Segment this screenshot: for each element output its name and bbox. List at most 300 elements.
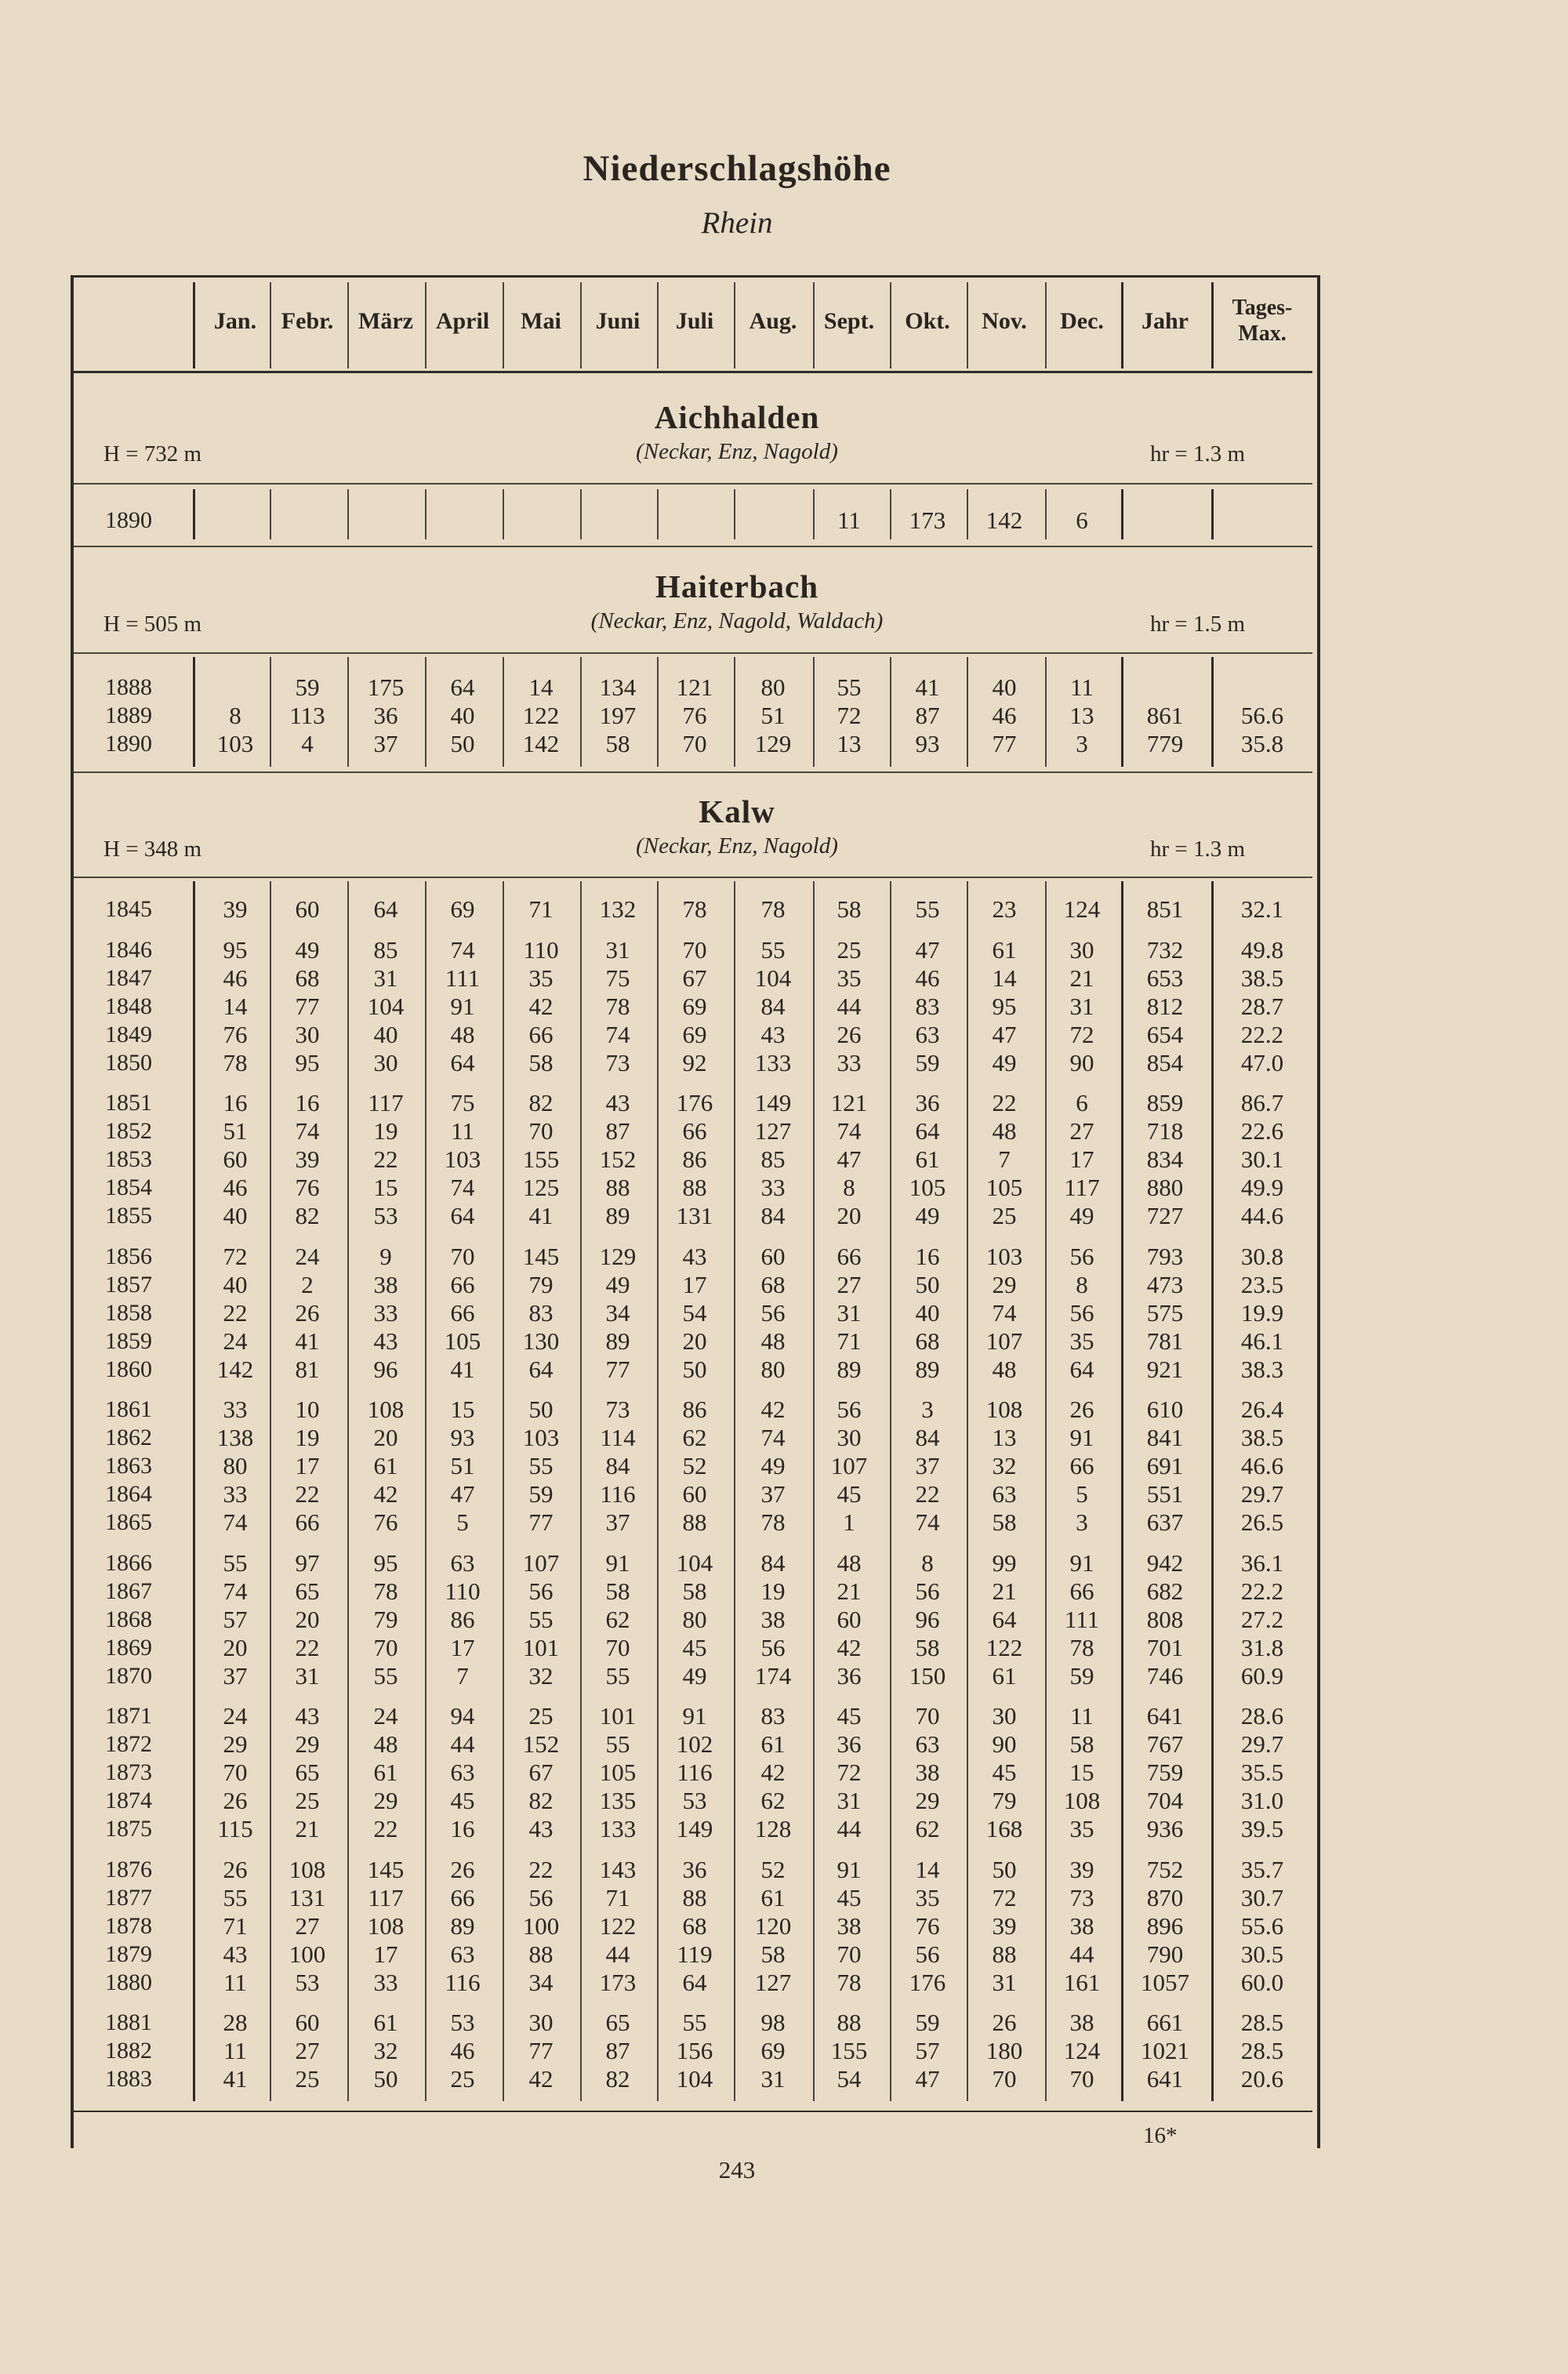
table-cell: 76 xyxy=(223,1020,248,1048)
table-cell: 11 xyxy=(837,506,861,534)
table-cell: 67 xyxy=(528,1759,554,1787)
table-cell: 36 xyxy=(373,702,398,729)
table-cell: 87 xyxy=(915,702,940,729)
header-column-divider xyxy=(193,282,195,368)
table-cell: 40 xyxy=(992,673,1017,701)
table-cell: 78 xyxy=(373,1577,398,1605)
table-cell: 29 xyxy=(992,1270,1017,1298)
table-cell: 20 xyxy=(373,1424,398,1452)
station-bottom-rule xyxy=(74,546,1312,547)
table-cell: 61 xyxy=(915,1145,940,1174)
table-cell: 42 xyxy=(760,1759,786,1787)
table-cell: 176 xyxy=(676,1089,713,1117)
column-divider xyxy=(967,657,968,767)
table-cell: 95 xyxy=(223,935,248,964)
table-cell: 49.8 xyxy=(1240,935,1284,964)
table-cell: 95 xyxy=(992,992,1017,1020)
table-cell: 155 xyxy=(830,2037,868,2065)
table-cell: 73 xyxy=(1069,1883,1094,1911)
table-cell: 752 xyxy=(1146,1855,1184,1883)
column-divider xyxy=(425,489,426,539)
table-cell: 73 xyxy=(605,1396,630,1424)
table-cell: 72 xyxy=(992,1883,1017,1911)
table-cell: 82 xyxy=(605,2065,630,2093)
table-cell: 80 xyxy=(223,1452,248,1480)
table-cell: 16 xyxy=(450,1815,475,1842)
table-cell: 36 xyxy=(837,1661,862,1690)
table-cell: 39 xyxy=(1069,1855,1094,1883)
table-cell: 64 xyxy=(528,1355,554,1383)
table-cell: 86.7 xyxy=(1240,1089,1284,1117)
table-cell: 156 xyxy=(676,2037,713,2065)
table-cell: 71 xyxy=(605,1883,630,1911)
table-cell: 1057 xyxy=(1141,1968,1189,1996)
table-cell: 175 xyxy=(367,673,405,701)
table-cell: 31 xyxy=(373,964,398,992)
column-divider xyxy=(967,881,968,2101)
row-year: 1857 xyxy=(105,1271,152,1298)
column-divider xyxy=(193,489,195,539)
table-cell: 60 xyxy=(760,1242,786,1270)
row-year: 1862 xyxy=(105,1425,152,1451)
column-divider xyxy=(425,881,426,2101)
table-cell: 11 xyxy=(451,1117,474,1145)
table-cell: 61 xyxy=(373,2009,398,2037)
table-cell: 50 xyxy=(528,1396,554,1424)
table-cell: 69 xyxy=(450,895,475,923)
row-year: 1882 xyxy=(105,2038,152,2064)
table-cell: 68 xyxy=(682,1911,707,1940)
table-cell: 63 xyxy=(992,1480,1017,1508)
row-year: 1890 xyxy=(105,507,152,533)
table-cell: 64 xyxy=(1069,1355,1094,1383)
column-divider xyxy=(1121,881,1123,2101)
table-cell: 26.4 xyxy=(1240,1396,1284,1424)
table-cell: 40 xyxy=(223,1202,248,1229)
table-cell: 115 xyxy=(217,1815,253,1842)
table-cell: 28.5 xyxy=(1240,2037,1284,2065)
table-cell: 73 xyxy=(605,1048,630,1076)
table-cell: 66 xyxy=(295,1508,320,1536)
table-cell: 33 xyxy=(373,1298,398,1327)
table-cell: 16 xyxy=(915,1242,940,1270)
table-cell: 59 xyxy=(528,1480,554,1508)
table-cell: 127 xyxy=(754,1117,792,1145)
table-cell: 56 xyxy=(915,1577,940,1605)
table-cell: 34 xyxy=(605,1298,630,1327)
table-cell: 859 xyxy=(1146,1089,1184,1117)
column-divider xyxy=(1211,657,1214,767)
table-cell: 64 xyxy=(450,673,475,701)
row-year: 1873 xyxy=(105,1759,152,1786)
table-cell: 81 xyxy=(295,1355,320,1383)
header-column-divider xyxy=(890,282,891,368)
table-cell: 701 xyxy=(1146,1633,1184,1661)
table-cell: 30 xyxy=(528,2009,554,2037)
table-cell: 58 xyxy=(915,1633,940,1661)
table-cell: 74 xyxy=(837,1117,862,1145)
table-cell: 759 xyxy=(1146,1759,1184,1787)
row-year: 1871 xyxy=(105,1703,152,1730)
row-year: 1846 xyxy=(105,936,152,963)
table-cell: 104 xyxy=(367,992,405,1020)
table-cell: 31.0 xyxy=(1240,1787,1284,1815)
table-cell: 95 xyxy=(295,1048,320,1076)
table-cell: 10 xyxy=(295,1396,320,1424)
table-cell: 143 xyxy=(599,1855,637,1883)
table-cell: 110 xyxy=(445,1577,481,1605)
table-cell: 43 xyxy=(295,1702,320,1730)
station-rule xyxy=(74,483,1312,485)
table-cell: 35 xyxy=(915,1883,940,1911)
table-cell: 55 xyxy=(605,1661,630,1690)
column-header-maerz: März xyxy=(358,308,413,334)
table-cell: 124 xyxy=(1063,2037,1101,2065)
table-cell: 57 xyxy=(223,1605,248,1633)
table-cell: 70 xyxy=(992,2065,1017,2093)
table-cell: 65 xyxy=(295,1759,320,1787)
column-divider xyxy=(270,881,271,2101)
table-cell: 14 xyxy=(915,1855,940,1883)
table-cell: 116 xyxy=(600,1480,636,1508)
table-cell: 861 xyxy=(1146,702,1184,729)
table-cell: 19.9 xyxy=(1240,1298,1284,1327)
table-cell: 63 xyxy=(450,1759,475,1787)
table-cell: 34 xyxy=(528,1968,554,1996)
table-cell: 85 xyxy=(373,935,398,964)
table-cell: 55 xyxy=(223,1548,248,1577)
column-divider xyxy=(967,489,968,539)
table-cell: 59 xyxy=(915,2009,940,2037)
table-cell: 58 xyxy=(605,1577,630,1605)
table-cell: 26 xyxy=(837,1020,862,1048)
table-cell: 20 xyxy=(223,1633,248,1661)
table-cell: 110 xyxy=(523,935,559,964)
table-cell: 49 xyxy=(992,1048,1017,1076)
table-cell: 70 xyxy=(450,1242,475,1270)
table-cell: 85 xyxy=(760,1145,786,1174)
table-cell: 56 xyxy=(760,1298,786,1327)
table-cell: 59 xyxy=(915,1048,940,1076)
table-cell: 87 xyxy=(605,2037,630,2065)
table-cell: 36 xyxy=(837,1730,862,1759)
table-cell: 84 xyxy=(760,1202,786,1229)
table-cell: 99 xyxy=(992,1548,1017,1577)
table-cell: 45 xyxy=(450,1787,475,1815)
table-cell: 39.5 xyxy=(1240,1815,1284,1842)
table-cell: 64 xyxy=(450,1202,475,1229)
table-cell: 38.5 xyxy=(1240,964,1284,992)
table-cell: 116 xyxy=(445,1968,481,1996)
table-cell: 812 xyxy=(1146,992,1184,1020)
table-cell: 121 xyxy=(830,1089,868,1117)
table-cell: 29.7 xyxy=(1240,1480,1284,1508)
row-year: 1870 xyxy=(105,1662,152,1689)
table-cell: 61 xyxy=(373,1759,398,1787)
table-cell: 32 xyxy=(528,1661,554,1690)
table-cell: 63 xyxy=(915,1020,940,1048)
table-cell: 74 xyxy=(605,1020,630,1048)
table-cell: 59 xyxy=(1069,1661,1094,1690)
table-cell: 100 xyxy=(289,1940,326,1968)
table-cell: 66 xyxy=(450,1883,475,1911)
table-cell: 64 xyxy=(682,1968,707,1996)
table-cell: 60 xyxy=(295,895,320,923)
table-cell: 142 xyxy=(985,506,1023,534)
column-header-aug: Aug. xyxy=(749,308,797,334)
table-cell: 59 xyxy=(295,673,320,701)
table-cell: 58 xyxy=(992,1508,1017,1536)
table-cell: 20 xyxy=(295,1605,320,1633)
station-height: H = 732 m xyxy=(103,441,202,466)
table-cell: 61 xyxy=(760,1730,786,1759)
table-cell: 92 xyxy=(682,1048,707,1076)
table-cell: 22 xyxy=(373,1145,398,1174)
table-cell: 46 xyxy=(450,2037,475,2065)
table-cell: 76 xyxy=(915,1911,940,1940)
table-cell: 25 xyxy=(295,1787,320,1815)
table-cell: 53 xyxy=(373,1202,398,1229)
table-cell: 64 xyxy=(915,1117,940,1145)
table-cell: 101 xyxy=(599,1702,637,1730)
table-cell: 56 xyxy=(528,1577,554,1605)
table-cell: 779 xyxy=(1146,730,1184,757)
table-cell: 55 xyxy=(837,673,862,701)
table-cell: 78 xyxy=(682,895,707,923)
table-cell: 7 xyxy=(456,1661,469,1690)
station-bottom-rule xyxy=(74,771,1312,773)
table-cell: 77 xyxy=(295,992,320,1020)
table-cell: 74 xyxy=(450,935,475,964)
station-rivers: (Neckar, Enz, Nagold) xyxy=(636,439,838,464)
table-cell: 131 xyxy=(676,1202,713,1229)
table-cell: 39 xyxy=(223,895,248,923)
column-header-jan: Jan. xyxy=(213,308,257,334)
table-cell: 31 xyxy=(605,935,630,964)
table-cell: 42 xyxy=(373,1480,398,1508)
table-cell: 41 xyxy=(528,1202,554,1229)
table-cell: 14 xyxy=(223,992,248,1020)
header-column-divider xyxy=(270,282,271,368)
table-cell: 56 xyxy=(837,1396,862,1424)
table-cell: 80 xyxy=(682,1605,707,1633)
table-cell: 91 xyxy=(450,992,475,1020)
table-cell: 48 xyxy=(373,1730,398,1759)
table-cell: 26 xyxy=(992,2009,1017,2037)
table-cell: 15 xyxy=(450,1396,475,1424)
table-cell: 9 xyxy=(379,1242,392,1270)
header-column-divider xyxy=(425,282,426,368)
header-column-divider xyxy=(347,282,349,368)
table-cell: 55 xyxy=(223,1883,248,1911)
table-cell: 19 xyxy=(295,1424,320,1452)
table-cell: 117 xyxy=(1064,1174,1100,1202)
table-cell: 20 xyxy=(682,1327,707,1355)
table-cell: 28.6 xyxy=(1240,1702,1284,1730)
table-cell: 103 xyxy=(985,1242,1023,1270)
table-cell: 108 xyxy=(1063,1787,1101,1815)
table-cell: 125 xyxy=(522,1174,560,1202)
table-cell: 63 xyxy=(450,1548,475,1577)
table-cell: 43 xyxy=(682,1242,707,1270)
table-cell: 149 xyxy=(754,1089,792,1117)
table-cell: 94 xyxy=(450,1702,475,1730)
table-cell: 35.7 xyxy=(1240,1855,1284,1883)
table-cell: 33 xyxy=(373,1968,398,1996)
table-cell: 21 xyxy=(1069,964,1094,992)
table-cell: 896 xyxy=(1146,1911,1184,1940)
row-year: 1856 xyxy=(105,1243,152,1269)
table-cell: 50 xyxy=(373,2065,398,2093)
table-cell: 91 xyxy=(682,1702,707,1730)
table-cell: 69 xyxy=(682,1020,707,1048)
table-cell: 61 xyxy=(760,1883,786,1911)
table-cell: 104 xyxy=(676,1548,713,1577)
table-cell: 52 xyxy=(682,1452,707,1480)
table-cell: 55.6 xyxy=(1240,1911,1284,1940)
table-cell: 91 xyxy=(1069,1548,1094,1577)
table-cell: 41 xyxy=(450,1355,475,1383)
table-cell: 77 xyxy=(605,1355,630,1383)
table-cell: 46 xyxy=(223,964,248,992)
table-cell: 55 xyxy=(528,1452,554,1480)
table-cell: 74 xyxy=(992,1298,1017,1327)
station-height: H = 505 m xyxy=(103,612,202,637)
row-year: 1854 xyxy=(105,1174,152,1201)
table-cell: 732 xyxy=(1146,935,1184,964)
table-cell: 69 xyxy=(682,992,707,1020)
column-header-febr: Febr. xyxy=(281,308,334,334)
table-cell: 8 xyxy=(229,702,241,729)
column-divider xyxy=(813,657,815,767)
table-cell: 45 xyxy=(837,1883,862,1911)
table-cell: 26 xyxy=(295,1298,320,1327)
table-cell: 66 xyxy=(1069,1577,1094,1605)
table-cell: 70 xyxy=(682,935,707,964)
table-cell: 24 xyxy=(373,1702,398,1730)
table-cell: 31.8 xyxy=(1240,1633,1284,1661)
table-cell: 54 xyxy=(682,1298,707,1327)
column-divider xyxy=(890,881,891,2101)
table-cell: 15 xyxy=(1069,1759,1094,1787)
table-cell: 6 xyxy=(1076,506,1088,534)
table-cell: 35.5 xyxy=(1240,1759,1284,1787)
table-cell: 88 xyxy=(682,1508,707,1536)
table-cell: 32.1 xyxy=(1240,895,1284,923)
column-header-dec: Dec. xyxy=(1060,308,1104,334)
table-cell: 43 xyxy=(223,1940,248,1968)
table-cell: 120 xyxy=(754,1911,792,1940)
table-cell: 66 xyxy=(450,1270,475,1298)
table-cell: 149 xyxy=(676,1815,713,1842)
header-column-divider xyxy=(1045,282,1047,368)
table-cell: 42 xyxy=(528,992,554,1020)
station-rivers: (Neckar, Enz, Nagold, Waldach) xyxy=(590,608,884,633)
table-cell: 22 xyxy=(223,1298,248,1327)
page-number: 243 xyxy=(718,2156,756,2183)
column-divider xyxy=(270,489,271,539)
table-bottom-rule xyxy=(74,2111,1312,2112)
table-cell: 98 xyxy=(760,2009,786,2037)
table-cell: 107 xyxy=(522,1548,560,1577)
column-divider xyxy=(503,489,504,539)
station-height: H = 348 m xyxy=(103,837,202,862)
table-cell: 31 xyxy=(992,1968,1017,1996)
table-cell: 20 xyxy=(837,1202,862,1229)
station-rivers: (Neckar, Enz, Nagold) xyxy=(636,833,838,858)
table-cell: 82 xyxy=(295,1202,320,1229)
table-cell: 150 xyxy=(909,1661,946,1690)
table-cell: 37 xyxy=(760,1480,786,1508)
table-cell: 121 xyxy=(676,673,713,701)
table-cell: 66 xyxy=(837,1242,862,1270)
table-cell: 25 xyxy=(992,1202,1017,1229)
row-year: 1877 xyxy=(105,1884,152,1911)
row-year: 1883 xyxy=(105,2066,152,2093)
table-cell: 38.5 xyxy=(1240,1424,1284,1452)
table-cell: 27.2 xyxy=(1240,1605,1284,1633)
table-cell: 55 xyxy=(915,895,940,923)
table-cell: 31 xyxy=(1069,992,1094,1020)
table-cell: 1021 xyxy=(1141,2037,1189,2065)
column-divider xyxy=(657,657,659,767)
column-divider xyxy=(1211,881,1214,2101)
table-cell: 637 xyxy=(1146,1508,1184,1536)
table-cell: 87 xyxy=(605,1117,630,1145)
table-cell: 91 xyxy=(605,1548,630,1577)
table-cell: 107 xyxy=(830,1452,868,1480)
table-cell: 21 xyxy=(295,1815,320,1842)
table-cell: 39 xyxy=(295,1145,320,1174)
table-cell: 16 xyxy=(223,1089,248,1117)
table-cell: 61 xyxy=(373,1452,398,1480)
header-column-divider xyxy=(813,282,815,368)
table-cell: 29 xyxy=(373,1787,398,1815)
table-cell: 45 xyxy=(837,1702,862,1730)
table-cell: 52 xyxy=(760,1855,786,1883)
row-year: 1849 xyxy=(105,1021,152,1047)
table-cell: 41 xyxy=(915,673,940,701)
table-cell: 27 xyxy=(295,1911,320,1940)
station-name: Haiterbach xyxy=(655,568,819,604)
table-cell: 23.5 xyxy=(1240,1270,1284,1298)
table-cell: 135 xyxy=(599,1787,637,1815)
table-cell: 108 xyxy=(985,1396,1023,1424)
table-cell: 29 xyxy=(295,1730,320,1759)
table-cell: 53 xyxy=(450,2009,475,2037)
table-cell: 70 xyxy=(373,1633,398,1661)
table-cell: 8 xyxy=(843,1174,855,1202)
table-cell: 117 xyxy=(368,1883,404,1911)
table-cell: 49 xyxy=(682,1661,707,1690)
table-cell: 117 xyxy=(368,1089,404,1117)
table-cell: 641 xyxy=(1146,2065,1184,2093)
table-cell: 70 xyxy=(1069,2065,1094,2093)
table-cell: 103 xyxy=(522,1424,560,1452)
table-cell: 89 xyxy=(450,1911,475,1940)
table-cell: 76 xyxy=(373,1508,398,1536)
column-divider xyxy=(890,657,891,767)
table-cell: 38 xyxy=(1069,1911,1094,1940)
table-cell: 22 xyxy=(528,1855,554,1883)
table-cell: 97 xyxy=(295,1548,320,1577)
table-cell: 19 xyxy=(760,1577,786,1605)
column-header-mai: Mai xyxy=(521,308,561,334)
table-cell: 57 xyxy=(915,2037,940,2065)
table-cell: 44.6 xyxy=(1240,1202,1284,1229)
table-cell: 30.8 xyxy=(1240,1242,1284,1270)
table-cell: 142 xyxy=(216,1355,254,1383)
